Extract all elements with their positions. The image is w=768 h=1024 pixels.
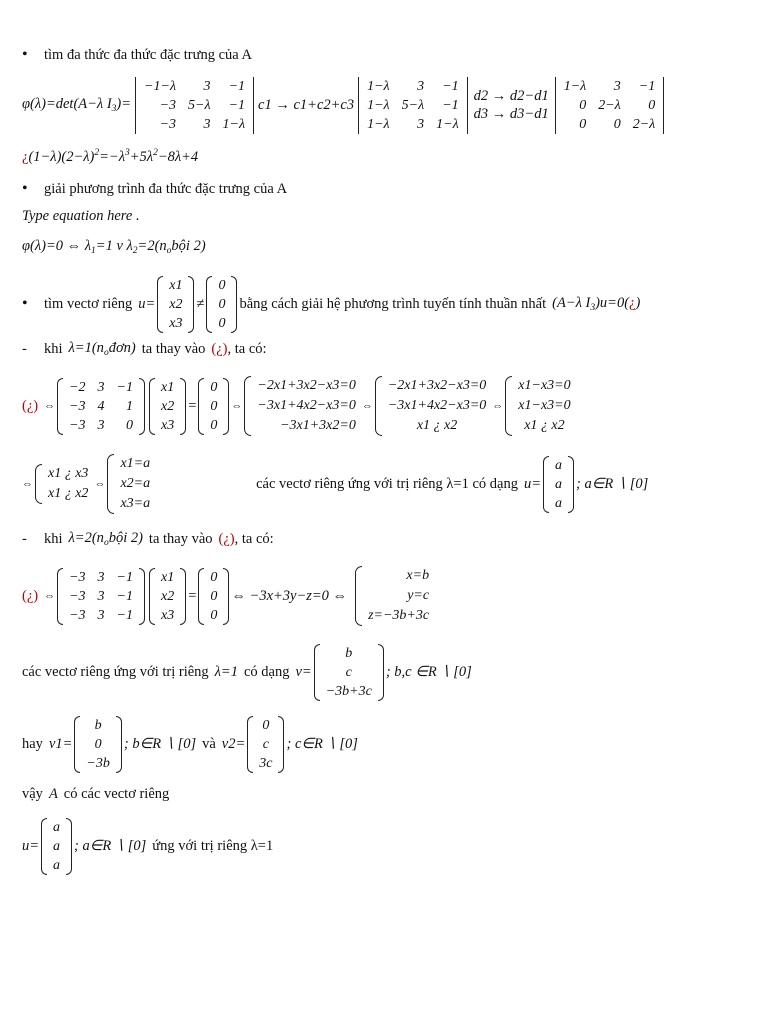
dash-marker: - [22, 340, 27, 357]
dash-marker: - [22, 530, 27, 547]
eigenvector-form-text: các vectơ riêng ứng với trị riêng λ=1 có dạng [256, 475, 518, 492]
equation-placeholder-text[interactable]: Type equation here . [22, 208, 140, 224]
vector-cell: x1 [161, 379, 175, 395]
case-text: ta thay vào [148, 530, 213, 547]
equation-line: x=b [406, 568, 430, 583]
column-operation: c1 → c1+c2+c3 [258, 96, 355, 113]
row-operations: d2 → d2−d1 d3 → d3−d1 [473, 88, 549, 122]
matrix-cell: −1 [116, 569, 133, 585]
equation-line: x2=a [120, 476, 151, 491]
matrix-cell: 3 [97, 607, 105, 623]
equals-sign: = [188, 397, 197, 414]
case-text-end: , ta có: [227, 340, 267, 357]
system-lambda-2 [22, 564, 752, 628]
determinant-cell: 0 [613, 116, 621, 132]
matrix-cell: 3 [97, 588, 105, 604]
equation-line: y=c [407, 588, 430, 603]
vector-cell: 0 [210, 398, 218, 414]
vector-cell: c [345, 664, 352, 680]
parameter-domain: ; a∈R ∖ [0] [576, 475, 649, 492]
placeholder-symbol: (¿) [218, 530, 235, 547]
determinant-cell: 1−λ [436, 116, 459, 132]
equation-system-d [35, 464, 92, 504]
iff-sign: ⇔ [22, 478, 33, 490]
parametric-system [355, 566, 433, 626]
eigenvalue-text: ứng với trị riêng λ=1 [152, 837, 274, 854]
system-lambda-1 [22, 374, 752, 438]
vector-cell: a [53, 857, 61, 873]
vector-cell: 0 [218, 315, 226, 331]
reduced-equation: ⇔ −3x+3y−z=0 ⇔ [231, 587, 348, 604]
case-lambda-1 [22, 340, 752, 358]
determinant-cell: −1−λ [144, 78, 177, 94]
vector-v1-label: v1= [48, 735, 73, 752]
not-equal-sign: ≠ [196, 295, 205, 312]
method-text: bằng cách giải hệ phương trình tuyến tính thuần nhất [239, 295, 547, 312]
iff-sign: ⇔ [44, 400, 56, 412]
bullet-icon: • [22, 295, 28, 312]
determinant-matrix-3 [553, 77, 667, 134]
case-lambda-2 [22, 530, 752, 548]
zero-vector [198, 568, 229, 625]
and-word: và [202, 735, 216, 752]
vector-cell: x3 [169, 315, 183, 331]
vector-cell: c [262, 736, 269, 752]
equation-line: −3x1+4x2−x3=0 [257, 398, 356, 413]
bullet-icon: • [22, 180, 28, 197]
equation-line: x1=a [120, 456, 151, 471]
determinant-cell: 3 [417, 78, 425, 94]
conclusion [22, 786, 752, 803]
eigenvalues [22, 238, 752, 256]
determinant-cell: −1 [638, 78, 656, 94]
vector-cell: 0 [262, 717, 270, 733]
vector-cell: 0 [94, 736, 102, 752]
equation-system-a [244, 376, 359, 436]
vector-cell: x2 [161, 588, 175, 604]
characteristic-polynomial [22, 148, 752, 166]
equation-line: x1 ¿ x2 [48, 486, 89, 501]
vector-cell: x2 [161, 398, 175, 414]
section-solve-polynomial [22, 180, 752, 198]
vector-cell: 0 [210, 607, 218, 623]
eigenvalue-roots: φ(λ)=0 ⇔ $\lambda_1=1$ v $\lambda_2=2(n_obội$ 2) [22, 238, 206, 256]
equation-line: x1 ¿ x3 [48, 466, 89, 481]
vector-cell: x2 [169, 296, 183, 312]
equation-line: x1 ¿ x2 [524, 418, 565, 433]
equation-system-c [505, 376, 574, 436]
equation-line: −2x1+3x2−x3=0 [387, 378, 487, 393]
parameter-domain: ; a∈R ∖ [0] [74, 837, 147, 854]
vector-cell: 3c [259, 755, 273, 771]
placeholder-symbol: (¿) [211, 340, 228, 357]
case-text-end: , ta có: [234, 530, 274, 547]
matrix-cell: −3 [69, 398, 86, 414]
vector-cell: x1 [169, 277, 183, 293]
equals-sign: = [188, 587, 197, 604]
iff-sign: ⇔ [361, 400, 373, 412]
determinant-cell: 5−λ [401, 97, 425, 113]
determinant-cell: 0 [579, 97, 587, 113]
case-word: khi [44, 530, 63, 547]
equation-line: x1−x3=0 [518, 398, 571, 413]
iff-sign: ⇔ [231, 400, 243, 412]
determinant-cell: 1−λ [367, 97, 390, 113]
matrix-cell: −3 [69, 417, 86, 433]
vector-cell: 0 [210, 588, 218, 604]
determinant-cell: 3 [203, 78, 211, 94]
eigenvector-v [314, 644, 384, 701]
vector-cell: 0 [210, 379, 218, 395]
determinant-cell: 3 [203, 116, 211, 132]
conclusion-text: có các vectơ riêng [63, 786, 170, 802]
matrix-cell: 0 [126, 417, 133, 433]
eigenvector-u [543, 456, 574, 513]
matrix-cell: −1 [116, 607, 133, 623]
vector-u-label: u= [138, 295, 156, 312]
matrix-cell: −1 [116, 379, 133, 395]
vector-cell: b [345, 645, 353, 661]
matrix-name: A [48, 786, 58, 802]
determinant-expansion [22, 76, 752, 134]
section-characteristic-polynomial [22, 46, 752, 64]
vector-cell: −3b+3c [325, 683, 372, 699]
matrix-cell: −1 [116, 588, 133, 604]
vector-v1 [74, 716, 121, 773]
equation-line: x3=a [120, 496, 151, 511]
determinant-cell: 1−λ [367, 78, 390, 94]
iff-sign: ⇔ [94, 478, 106, 490]
determinant-cell: −1 [442, 78, 459, 94]
homogeneous-system: (A−λ $I_3)u=0(¿)$ [552, 295, 641, 313]
equation-line: z=−3b+3c [368, 608, 430, 623]
phi-lhs: φ(λ)=det(A−λ $I_3)=$ [22, 96, 132, 114]
determinant-matrix-1 [133, 77, 256, 134]
determinant-cell: −1 [228, 78, 246, 94]
determinant-cell: 3 [417, 116, 425, 132]
equation-line: −3x1+3x2=0 [280, 418, 356, 433]
vector-x [157, 276, 194, 333]
determinant-cell: −3 [159, 97, 177, 113]
determinant-cell: 1−λ [367, 116, 390, 132]
placeholder-symbol: ¿ [22, 148, 29, 165]
matrix-cell: 3 [97, 569, 105, 585]
vector-cell: 0 [218, 277, 226, 293]
determinant-cell: 1−λ [222, 116, 246, 132]
form-word: có dạng [243, 663, 290, 680]
section-heading: giải phương trình đa thức đặc trưng của A [44, 180, 288, 197]
conclusion-word: vậy [22, 786, 43, 802]
determinant-cell: 0 [579, 116, 587, 132]
equation-system-e [107, 454, 154, 514]
coefficient-matrix [57, 378, 145, 435]
determinant-cell: −3 [159, 116, 177, 132]
matrix-cell: 1 [126, 398, 133, 414]
coefficient-matrix [57, 568, 145, 625]
eigenvector-u [41, 818, 72, 875]
vector-x [149, 568, 186, 625]
bullet-icon: • [22, 46, 28, 63]
basis-vectors [22, 714, 752, 774]
case-condition: $\lambda=2(n_obội$ 2) [68, 530, 143, 548]
final-eigenvector [22, 816, 752, 876]
determinant-cell: 5−λ [188, 97, 211, 113]
case-word: khi [44, 340, 63, 357]
eigenvector-form-lambda-2 [22, 642, 752, 702]
matrix-cell: 4 [97, 398, 105, 414]
matrix-cell: −3 [69, 569, 86, 585]
vector-cell: a [53, 819, 61, 835]
vector-cell: a [555, 495, 563, 511]
determinant-matrix-2 [356, 77, 470, 134]
equation-system-b [375, 376, 490, 436]
vector-v2 [247, 716, 284, 773]
zero-vector [206, 276, 237, 333]
vector-cell: x3 [161, 417, 175, 433]
iff-sign: ⇔ [44, 590, 56, 602]
vector-v2-label: v2= [221, 735, 246, 752]
placeholder-symbol: (¿) [22, 397, 39, 414]
section-eigenvectors [22, 272, 752, 336]
vector-cell: 0 [210, 417, 218, 433]
parameter-domain: ; b,c ∈R ∖ [0] [385, 663, 472, 680]
matrix-cell: −3 [69, 588, 86, 604]
determinant-cell: 3 [613, 78, 621, 94]
parameter-domain: ; b∈R ∖ [0] [123, 735, 197, 752]
vector-cell: x3 [161, 607, 175, 623]
vector-cell: 0 [210, 569, 218, 585]
determinant-cell: −1 [228, 97, 246, 113]
case-condition: $\lambda=1(n_ođơn)$ [68, 340, 136, 358]
case-text: ta thay vào [141, 340, 206, 357]
determinant-cell: 2−λ [632, 116, 656, 132]
matrix-cell: −2 [69, 379, 86, 395]
eigenvector-form-text: các vectơ riêng ứng với trị riêng [22, 663, 209, 680]
determinant-cell: 0 [648, 97, 656, 113]
vector-cell: −3b [86, 755, 110, 771]
placeholder-symbol: (¿) [22, 587, 39, 604]
parameter-domain: ; c∈R ∖ [0] [286, 735, 358, 752]
equation-placeholder[interactable] [22, 208, 752, 225]
vector-u-label: u= [22, 837, 40, 854]
section-heading: tìm đa thức đa thức đặc trưng của A [44, 46, 252, 63]
vector-cell: a [53, 838, 61, 854]
or-word: hay [22, 735, 43, 752]
vector-u-label: u= [523, 475, 542, 492]
determinant-cell: 1−λ [563, 78, 587, 94]
polynomial-expression: $(1-\lambda)(2-\lambda)^2=-\lambda^3+5\lambda^2-8\lambda+4$ [28, 148, 199, 165]
matrix-cell: 3 [97, 417, 105, 433]
determinant-cell: 2−λ [598, 97, 621, 113]
equation-line: −2x1+3x2−x3=0 [257, 378, 356, 393]
eigenvalue: λ=1 [214, 663, 238, 680]
vector-x [149, 378, 186, 435]
solution-lambda-1 [22, 452, 752, 516]
vector-cell: a [555, 457, 563, 473]
equation-line: x1−x3=0 [518, 378, 571, 393]
vector-v-label: v= [295, 663, 312, 680]
vector-cell: 0 [218, 296, 226, 312]
determinant-cell: −1 [442, 97, 459, 113]
zero-vector [198, 378, 229, 435]
equation-line: x1 ¿ x2 [416, 418, 458, 433]
iff-sign: ⇔ [492, 400, 504, 412]
matrix-cell: 3 [97, 379, 105, 395]
vector-cell: b [94, 717, 102, 733]
section-heading: tìm vectơ riêng [44, 295, 133, 312]
equation-line: −3x1+4x2−x3=0 [387, 398, 487, 413]
matrix-cell: −3 [69, 607, 86, 623]
vector-cell: x1 [161, 569, 175, 585]
vector-cell: a [555, 476, 563, 492]
